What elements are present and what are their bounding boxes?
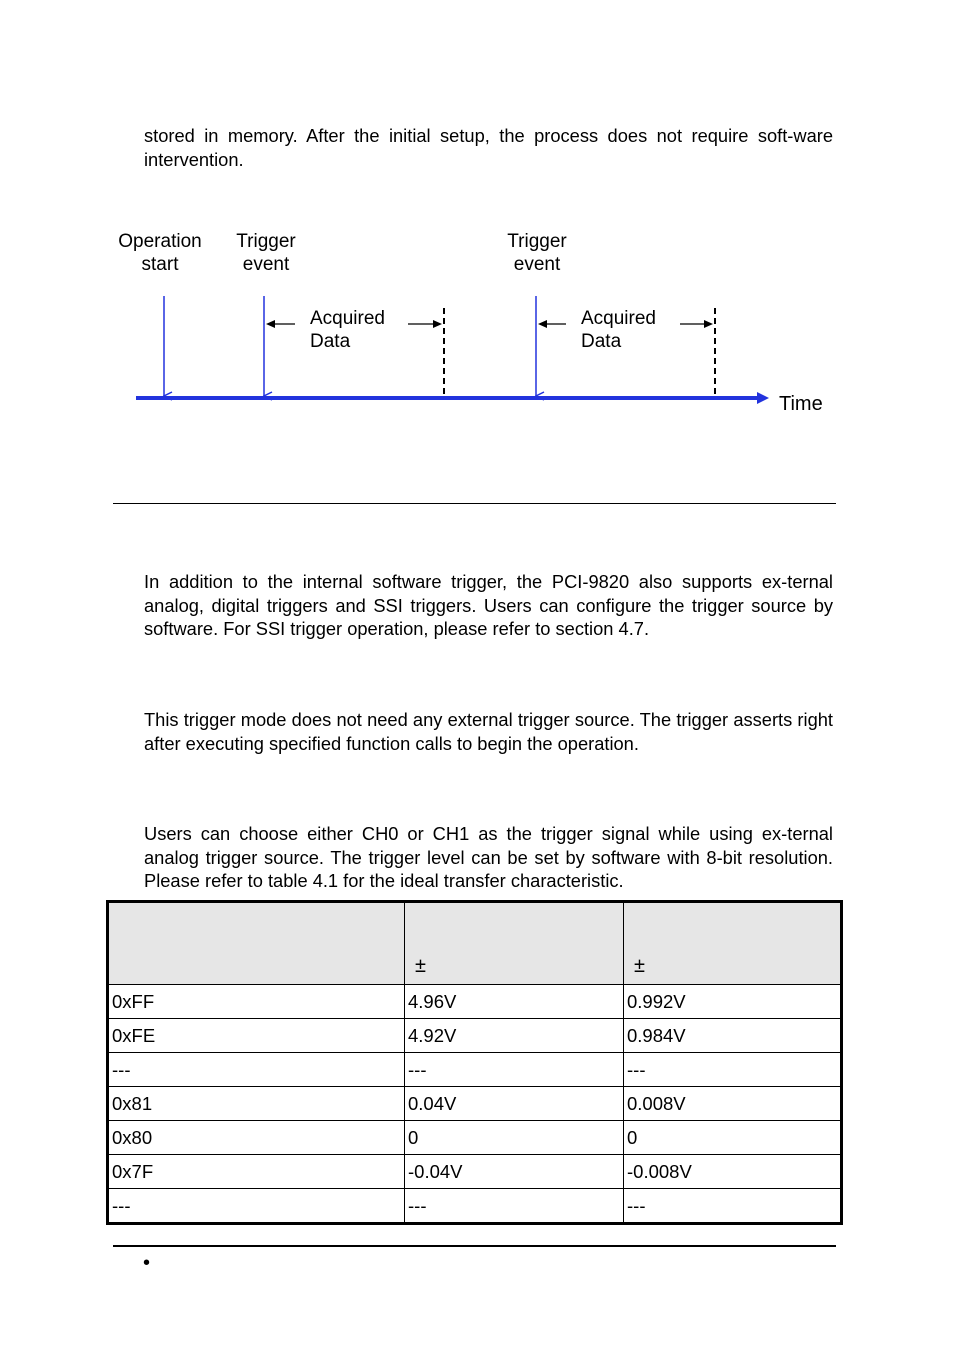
acquired-data-span-arrows-1 bbox=[266, 320, 442, 328]
table-cell: 4.92V bbox=[405, 1019, 624, 1053]
table-cell: -0.008V bbox=[624, 1155, 842, 1189]
timing-diagram-graphics bbox=[0, 0, 954, 460]
table-row bbox=[108, 1121, 842, 1155]
table-cell: --- bbox=[624, 1189, 842, 1224]
table-header-row bbox=[108, 902, 842, 985]
time-axis-label: Time bbox=[779, 393, 823, 415]
table-cell: 0xFF bbox=[108, 985, 405, 1019]
trigger-level-table bbox=[106, 900, 843, 1225]
table-cell: --- bbox=[405, 1053, 624, 1087]
table-cell: 0.984V bbox=[624, 1019, 842, 1053]
table-row bbox=[108, 985, 842, 1019]
section-divider bbox=[113, 503, 836, 504]
trigger-event-1-line1: Trigger bbox=[236, 231, 296, 252]
table-cell: 0 bbox=[624, 1121, 842, 1155]
operation-start-line2: start bbox=[141, 254, 179, 275]
footer-divider bbox=[113, 1245, 836, 1247]
analog-trigger-paragraph: Users can choose either CH0 or CH1 as the trigger signal while using ex-ternal analog trigger source. The trigger level can be set by software with 8-bit resolution. Please refer to table 4.1 for the ideal transfer characteristic. bbox=[144, 823, 833, 891]
table-cell: 0x81 bbox=[108, 1087, 405, 1121]
intro-paragraph: stored in memory. After the initial setup, the process does not require soft-ware intervention. bbox=[144, 125, 833, 170]
software-trigger-paragraph: This trigger mode does not need any external trigger source. The trigger asserts right after executing specified function calls to begin the operation. bbox=[144, 709, 833, 754]
table-header-cell bbox=[108, 902, 405, 985]
table-row bbox=[108, 1019, 842, 1053]
table-cell: 0 bbox=[405, 1121, 624, 1155]
table-row bbox=[108, 1155, 842, 1189]
table-cell: 0xFE bbox=[108, 1019, 405, 1053]
table-cell: -0.04V bbox=[405, 1155, 624, 1189]
table-row bbox=[108, 1053, 842, 1087]
table-row bbox=[108, 1087, 842, 1121]
table-cell: 0.992V bbox=[624, 985, 842, 1019]
table-cell: --- bbox=[624, 1053, 842, 1087]
trigger-event-2-line2: event bbox=[513, 254, 561, 275]
table-cell: 0x80 bbox=[108, 1121, 405, 1155]
table-cell: 4.96V bbox=[405, 985, 624, 1019]
table-cell: 0.04V bbox=[405, 1087, 624, 1121]
operation-start-line1: Operation bbox=[118, 231, 202, 252]
table-cell: 0x7F bbox=[108, 1155, 405, 1189]
trigger-sources-paragraph: In addition to the internal software trigger, the PCI-9820 also supports ex-ternal analog, digital triggers and SSI triggers. Users can configure the trigger source by software. For SSI trigger operation, please refer to section 4.7. bbox=[144, 571, 833, 639]
table-cell: --- bbox=[405, 1189, 624, 1224]
footer-bullet: • bbox=[143, 1252, 151, 1274]
table-header-cell: ± bbox=[405, 902, 624, 985]
table-header-cell: ± bbox=[624, 902, 842, 985]
table-cell: 0.008V bbox=[624, 1087, 842, 1121]
table-cell: --- bbox=[108, 1053, 405, 1087]
acquired-data-2-line2: Data bbox=[581, 331, 622, 352]
timeline-arrowhead bbox=[757, 392, 769, 404]
table-row bbox=[108, 1189, 842, 1224]
table-cell: --- bbox=[108, 1189, 405, 1224]
trigger-event-1-line2: event bbox=[242, 254, 290, 275]
acquired-data-span-arrows-2 bbox=[538, 320, 713, 328]
acquired-data-2-line1: Acquired bbox=[581, 308, 656, 329]
trigger-event-2-line1: Trigger bbox=[507, 231, 567, 252]
acquired-data-1-line1: Acquired bbox=[310, 308, 385, 329]
acquired-data-1-line2: Data bbox=[310, 331, 351, 352]
